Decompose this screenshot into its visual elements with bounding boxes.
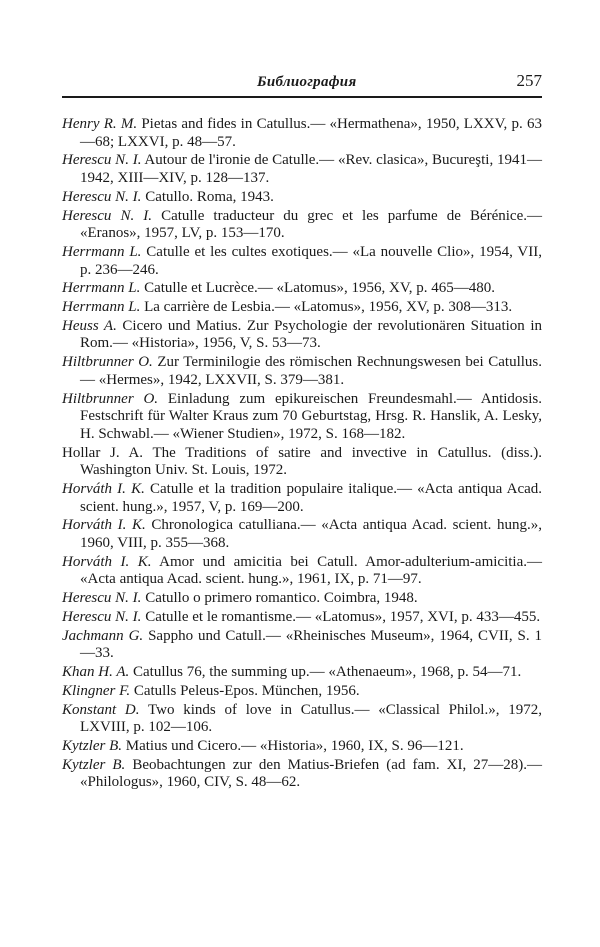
entry-author: Jachmann G. [62,627,144,644]
entry-author: Herescu N. I. [62,188,142,205]
entry-text: Cicero und Matius. Zur Psychologie der revolutionären Situation in Rom.— «Historia», 1956, V, S. 53—73. [80,317,542,352]
entry-text: Pietas and fides in Catullus.— «Hermathena», 1950, LXXV, p. 63—68; LXXVI, p. 48—57. [80,116,542,150]
entry-text: Catulle et la tradition populaire italique.— «Acta antiqua Acad. scient. hung.», 1957, V, p. 169—200. [80,480,543,515]
header-rule [62,96,542,98]
entry-text: Autour de l'ironie de Catulle.— «Rev. clasica», Bucureşti, 1941—1942, XIII—XIV, p. 128—137. [80,152,542,186]
entry-author: Herescu N. I. [62,590,142,607]
entry-text: Two kinds of love in Catullus.— «Classical Philol.», 1972, LXVIII, p. 102—106. [80,701,542,736]
bibliography-entry [62,481,542,516]
entry-author: Kytzler B. [62,737,122,754]
entry-author: Herrmann L. [62,299,141,316]
bibliography-entry [62,152,542,187]
entry-author: Heuss A. [62,317,117,334]
bibliography-entry [62,683,542,701]
entry-text: Catullo o primero romantico. Coimbra, 1948. [145,590,418,607]
entry-author: Klingner F. [62,682,131,699]
bibliography-entry [62,280,542,298]
bibliography-entry [62,702,542,737]
entry-author: Horváth I. K. [62,553,152,570]
running-header [62,70,542,94]
entry-text: Hollar J. A. The Traditions of satire and invective in Catullus. (diss.). Washington Univ. St. Louis, 1972. [62,444,542,479]
entry-author: Herrmann L. [62,243,142,260]
bibliography-entry [62,757,542,792]
entry-text: Beobachtungen zur den Matius-Briefen (ad fam. XI, 27—28).— «Philologus», 1960, CIV, S. 48—62. [80,756,542,791]
entry-text: Catulle traducteur du grec et les parfume de Bérénice.— «Eranos», 1957, LV, p. 153—170. [80,207,542,242]
bibliography-entry [62,590,542,608]
entry-author: Horváth I. K. [62,480,145,497]
entry-text: Catullo. Roma, 1943. [145,188,274,205]
entry-author: Herescu N. I. [62,152,142,169]
entry-text: Einladung zum epikureischen Freundesmahl.— Antidosis. Festschrift für Walter Kraus zum 70 Geburtstag, Hrsg. R. Hanslik, A. Lesky, H. Schwabl.— «Wiener Studien», 1972, S. 168—182. [80,390,543,442]
bibliography-entry [62,189,542,207]
bibliography-entry [62,609,542,627]
entry-text: Catulle et le romantisme.— «Latomus», 1957, XVI, p. 433—455. [145,608,541,625]
entry-text: Matius und Cicero.— «Historia», 1960, IX, S. 96—121. [125,737,464,754]
bibliography-entry [62,318,542,353]
bibliography-entry [62,244,542,279]
entry-author: Herescu N. I. [62,608,142,625]
entry-author: Hiltbrunner O. [62,390,159,407]
bibliography-entry [62,299,542,317]
entry-text: Catulle et Lucrèce.— «Latomus», 1956, XV, p. 465—480. [144,280,496,297]
bibliography-entry [62,738,542,756]
entry-author: Henry R. M. [62,116,138,132]
entry-text: La carrière de Lesbia.— «Latomus», 1956, XV, p. 308—313. [144,299,513,316]
entry-text: Amor und amicitia bei Catull. Amor-adulterium-amicitia.— «Acta antiqua Acad. scient. hung.», 1961, IX, p. 71—97. [80,553,542,588]
bibliography-entry [62,445,542,480]
bibliography-entry [62,554,542,589]
bibliography-entry [62,116,542,151]
bibliography-entry [62,664,542,682]
entry-text: Zur Terminilogie des römischen Rechnungswesen bei Catullus.— «Hermes», 1942, LXXVII, S. 379—381. [80,354,543,388]
entry-author: Horváth I. K. [62,517,146,534]
entry-text: Chronologica catulliana.— «Acta antiqua Acad. scient. hung.», 1960, VIII, p. 355—368. [80,517,543,551]
entry-author: Hiltbrunner O. [62,354,153,371]
bibliography-entry [62,391,542,444]
entry-author: Khan H. A. [62,664,130,680]
entry-author: Herrmann L. [62,280,141,297]
entry-author: Kytzler B. [62,756,126,773]
bibliography-entry [62,354,542,389]
bibliography-entry [62,517,542,552]
entry-text: Sappho und Catull.— «Rheinisches Museum», 1964, CVII, S. 1—33. [80,627,543,662]
running-header-title: Библиография [257,74,357,90]
entry-text: Catulle et les cultes exotiques.— «La nouvelle Clio», 1954, VII, p. 236—246. [80,243,542,278]
bibliography-entry [62,208,542,243]
entry-text: Catullus 76, the summing up.— «Athenaeum», 1968, p. 54—71. [132,664,522,680]
page-number: 257 [516,71,542,90]
bibliography-list [62,116,542,793]
entry-author: Konstant D. [62,701,140,718]
entry-author: Herescu N. I. [62,207,153,224]
entry-text: Catulls Peleus-Epos. München, 1956. [133,682,360,699]
bibliography-entry [62,628,542,663]
